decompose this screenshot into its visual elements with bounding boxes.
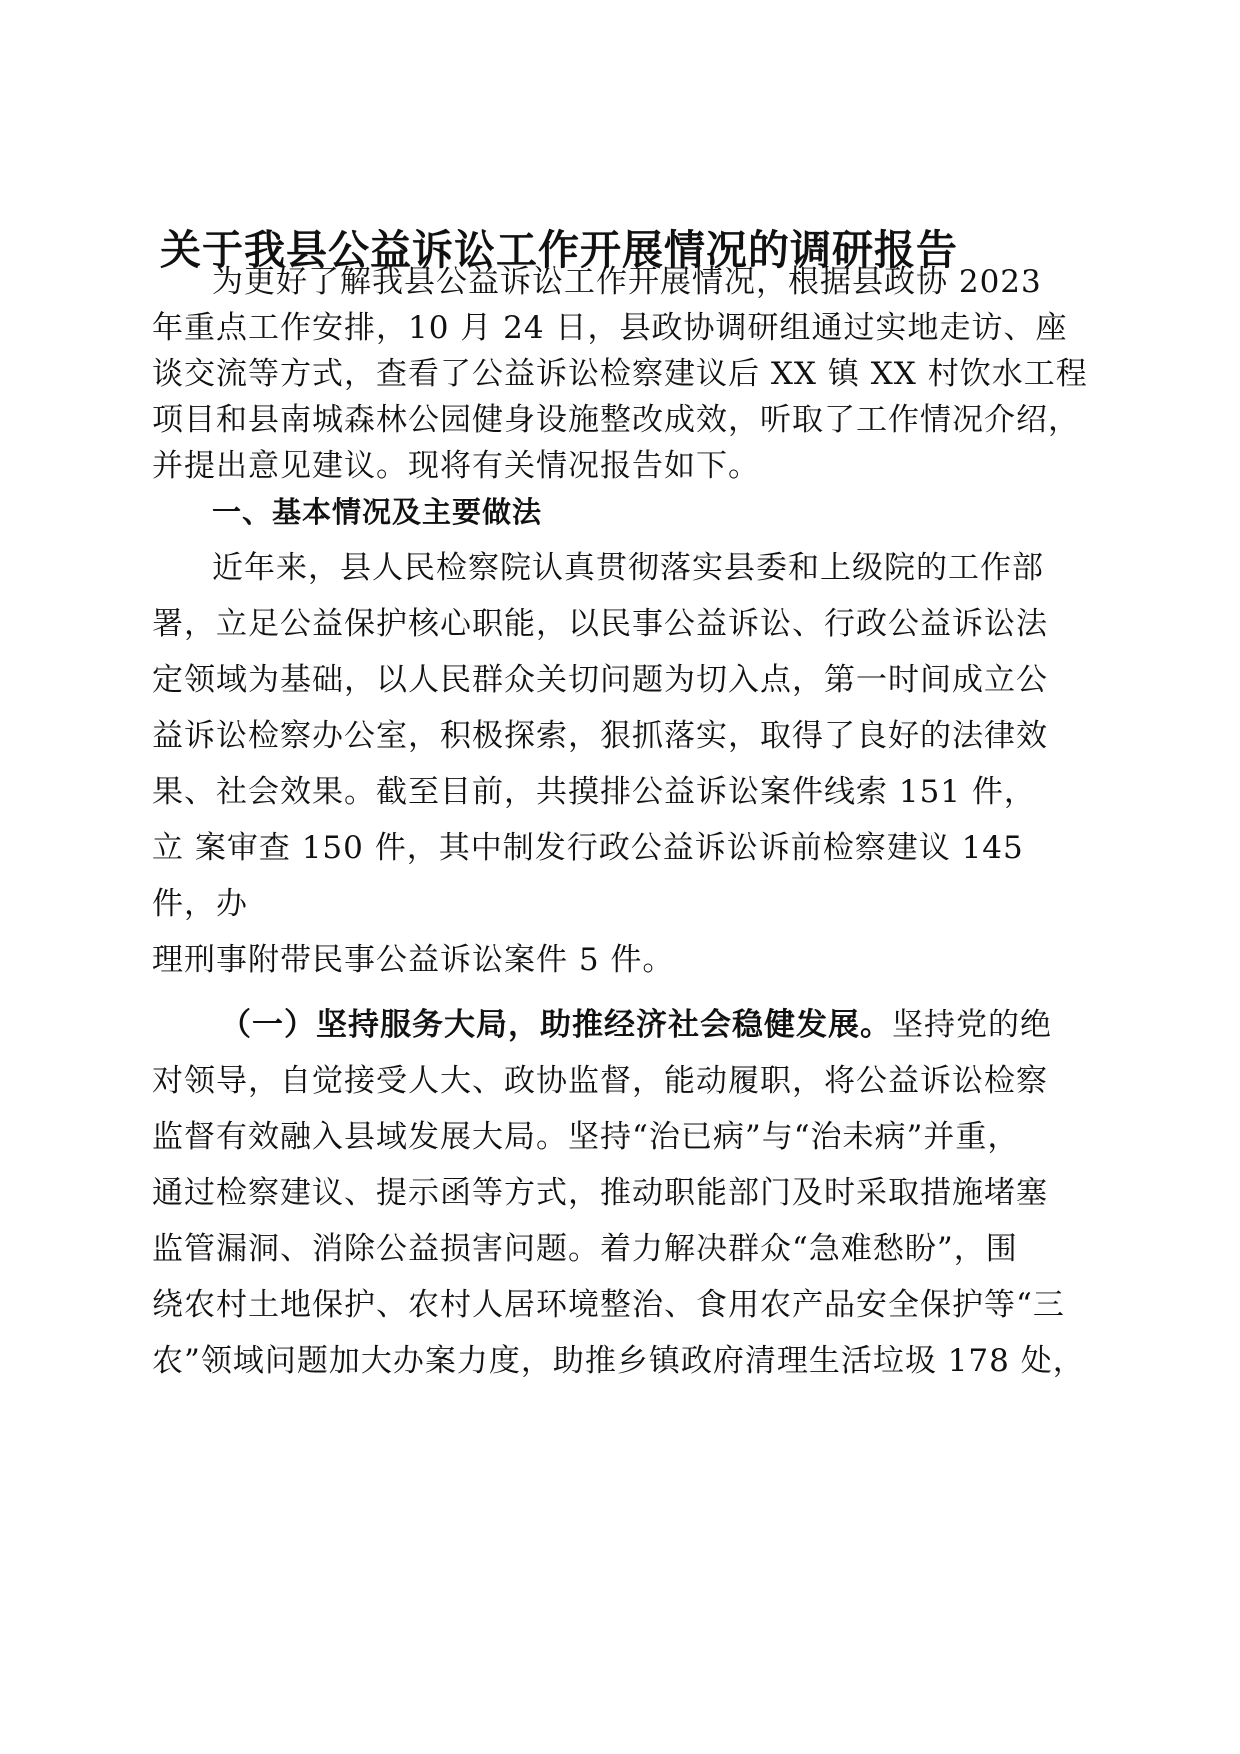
section-line: 近年来，县人民检察院认真贯彻落实县委和上级院的工作部 xyxy=(212,550,1044,586)
document-title: 关于我县公益诉讼工作开展情况的调研报告 xyxy=(160,226,958,274)
subsection-line: 通过检察建议、提示函等方式，推动职能部门及时采取措施堵塞 xyxy=(152,1175,1048,1211)
intro-line: 年重点工作安排，10 月 24 日，县政协调研组通过实地走访、座 xyxy=(152,310,1068,346)
subsection-line: 对领导，自觉接受人大、政协监督，能动履职，将公益诉讼检察 xyxy=(152,1063,1048,1099)
subsection-line: 监督有效融入县域发展大局。坚持“治已病”与“治未病”并重， xyxy=(152,1119,1020,1155)
subsection-heading: （一）坚持服务大局，助推经济社会稳健发展。 xyxy=(220,1007,892,1043)
section-line: 署，立足公益保护核心职能，以民事公益诉讼、行政公益诉讼法 xyxy=(152,606,1048,642)
section-line: 果、社会效果。截至目前，共摸排公益诉讼案件线索 151 件， xyxy=(152,774,1036,810)
intro-line: 谈交流等方式，查看了公益诉讼检察建议后 XX 镇 XX 村饮水工程 xyxy=(152,356,1088,392)
subsection-line: 绕农村土地保护、农村人居环境整治、食用农产品安全保护等“三 xyxy=(152,1287,1065,1323)
section-line: 件，办 xyxy=(152,886,248,922)
intro-line: 并提出意见建议。现将有关情况报告如下。 xyxy=(152,448,760,484)
intro-line: 项目和县南城森林公园健身设施整改成效，听取了工作情况介绍， xyxy=(152,402,1080,438)
section-heading: 一、基本情况及主要做法 xyxy=(212,495,543,529)
section-line: 益诉讼检察办公室，积极探索，狠抓落实，取得了良好的法律效 xyxy=(152,718,1048,754)
subsection-line: 农”领域问题加大办案力度，助推乡镇政府清理生活垃圾 178 处， xyxy=(152,1343,1085,1379)
section-line: 理刑事附带民事公益诉讼案件 5 件。 xyxy=(152,942,675,978)
intro-line: 为更好了解我县公益诉讼工作开展情况，根据县政协 2023 xyxy=(212,264,1042,300)
subsection-lead xyxy=(220,1005,1052,1045)
subsection-line: 监管漏洞、消除公益损害问题。着力解决群众“急难愁盼”，围 xyxy=(152,1231,1018,1267)
section-line: 立 案审查 150 件，其中制发行政公益诉讼诉前检察建议 145 xyxy=(152,830,1024,866)
subsection-lead-text: 坚持党的绝 xyxy=(892,1007,1052,1043)
section-line: 定领域为基础，以人民群众关切问题为切入点，第一时间成立公 xyxy=(152,662,1048,698)
